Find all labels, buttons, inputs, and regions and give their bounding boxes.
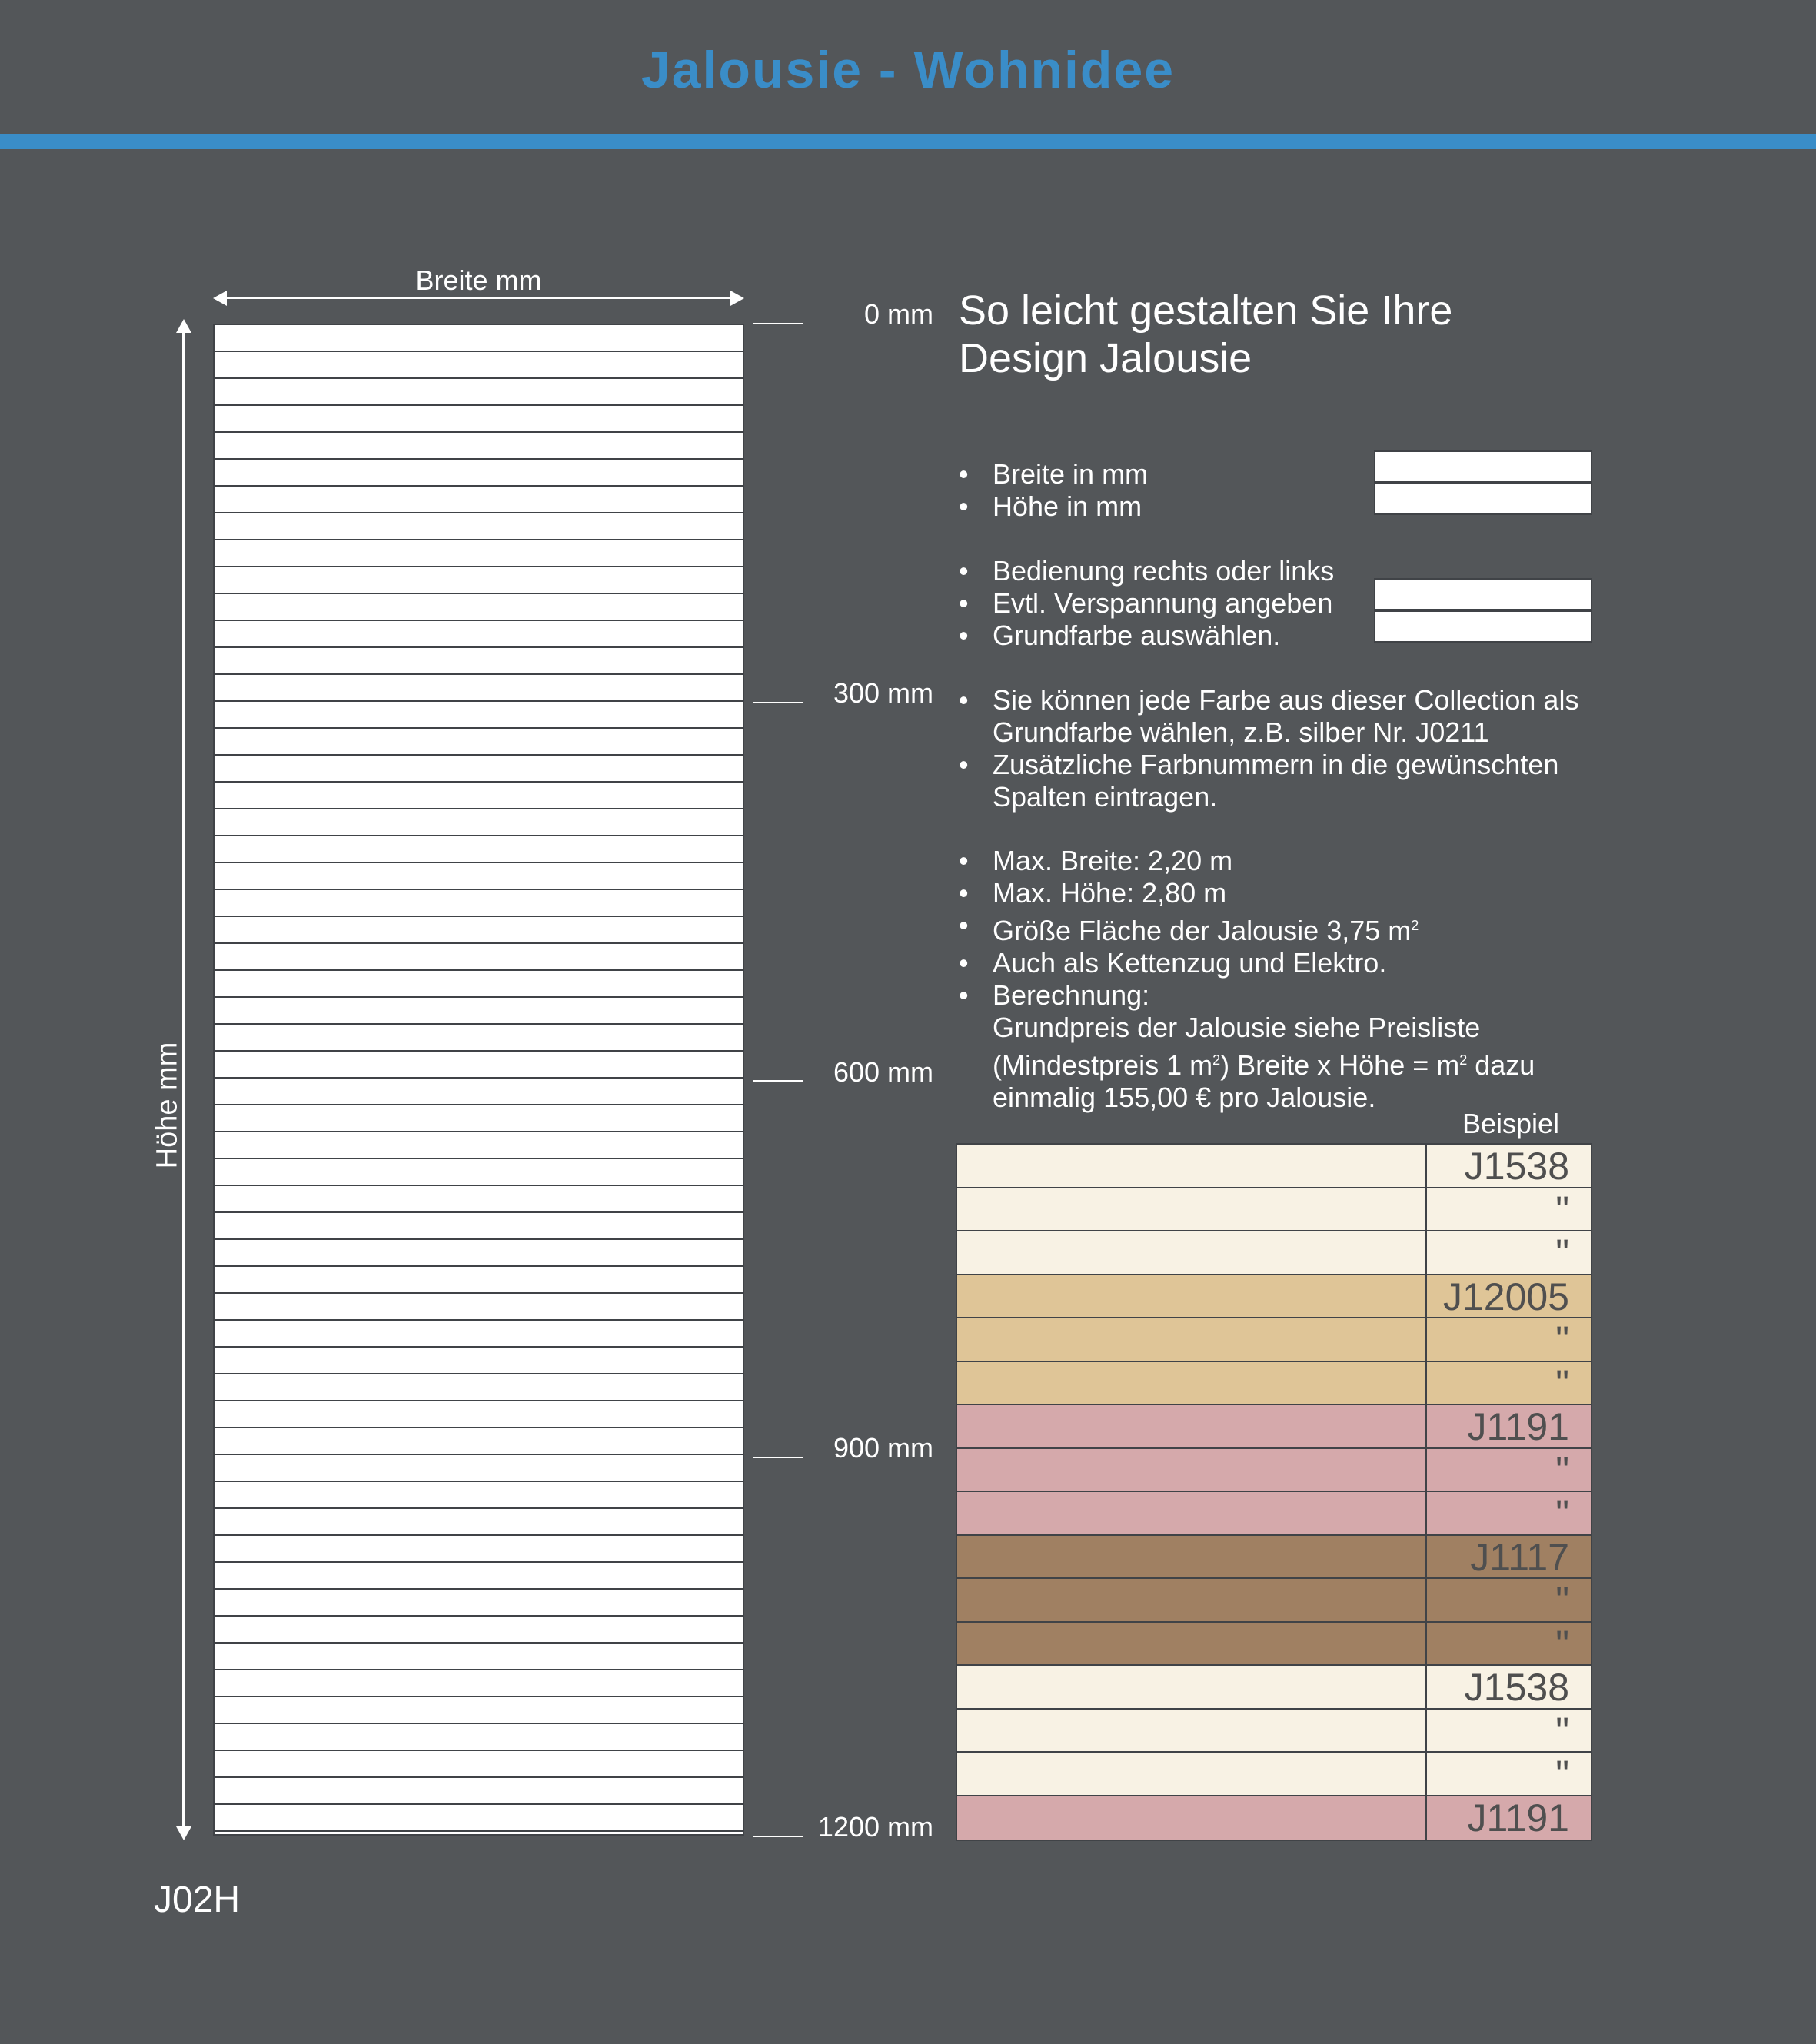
table-row xyxy=(957,1318,1591,1362)
tick-label-900: 900 mm xyxy=(833,1432,933,1464)
title-divider xyxy=(0,134,1816,149)
specs-list xyxy=(959,845,1635,1114)
color-code-cell[interactable]: " xyxy=(1555,1318,1569,1361)
height-input-field[interactable] xyxy=(1374,483,1592,515)
color-code-cell[interactable]: J1191 xyxy=(1467,1405,1569,1447)
list-item: • Zusätzliche Farbnummern in die gewünschten Spalten eintragen. xyxy=(959,749,1635,813)
color-cell[interactable] xyxy=(957,1231,1427,1274)
color-cell[interactable] xyxy=(957,1710,1427,1752)
example-label: Beispiel xyxy=(1462,1108,1560,1139)
color-cell[interactable] xyxy=(957,1275,1427,1318)
table-row xyxy=(957,1275,1591,1319)
table-row xyxy=(957,1145,1591,1188)
width-label: Breite mm xyxy=(415,264,542,296)
table-row xyxy=(957,1536,1591,1580)
color-cell[interactable] xyxy=(957,1666,1427,1708)
table-row xyxy=(957,1492,1591,1536)
tick-label-1200: 1200 mm xyxy=(817,1811,933,1843)
color-code-cell[interactable]: " xyxy=(1555,1709,1569,1751)
color-code-cell[interactable]: " xyxy=(1555,1622,1569,1664)
tension-input-field[interactable] xyxy=(1374,578,1592,610)
width-arrow xyxy=(213,284,744,307)
color-code-cell[interactable]: " xyxy=(1555,1579,1569,1621)
table-row xyxy=(957,1623,1591,1667)
color-code-cell[interactable]: " xyxy=(1555,1361,1569,1404)
table-row xyxy=(957,1753,1591,1796)
height-label: Höhe mm xyxy=(151,1042,184,1169)
list-item: • Evtl. Verspannung angeben xyxy=(959,587,1635,620)
color-cell[interactable] xyxy=(957,1753,1427,1795)
list-item: • Bedienung rechts oder links xyxy=(959,555,1635,587)
color-cell[interactable] xyxy=(957,1796,1427,1840)
table-row xyxy=(957,1796,1591,1840)
color-code-cell[interactable]: " xyxy=(1555,1231,1569,1274)
table-row xyxy=(957,1710,1591,1753)
list-item: • Höhe in mm xyxy=(959,490,1635,523)
example-color-table xyxy=(956,1143,1592,1841)
tick-label-300: 300 mm xyxy=(833,677,933,709)
table-row xyxy=(957,1362,1591,1406)
width-input-field[interactable] xyxy=(1374,450,1592,483)
color-code-cell[interactable]: J1117 xyxy=(1470,1535,1569,1577)
color-cell[interactable] xyxy=(957,1623,1427,1665)
product-code: J02H xyxy=(154,1879,241,1920)
color-cell[interactable] xyxy=(957,1318,1427,1361)
info-heading: So leicht gestalten Sie Ihre Design Jalousie xyxy=(959,287,1453,381)
basecolor-input-field[interactable] xyxy=(1374,610,1592,643)
list-item: • Max. Breite: 2,20 m xyxy=(959,845,1635,877)
tick-label-0: 0 mm xyxy=(864,298,933,330)
table-row xyxy=(957,1449,1591,1493)
table-row xyxy=(957,1579,1591,1623)
list-item: • Berechnung: Grundpreis der Jalousie siehe Preisliste (Mindestpreis 1 $m^2$) Breite x Höhe = $m^2$ dazu einmalig 155,00 € pro Jalousie. xyxy=(959,979,1635,1114)
table-row xyxy=(957,1666,1591,1710)
color-cell[interactable] xyxy=(957,1145,1427,1187)
color-cell[interactable] xyxy=(957,1492,1427,1534)
blind-slats xyxy=(213,324,744,1836)
color-code-cell[interactable]: " xyxy=(1555,1448,1569,1491)
list-item: • Breite in mm xyxy=(959,458,1635,490)
list-item: • Max. Höhe: 2,80 m xyxy=(959,877,1635,909)
color-cell[interactable] xyxy=(957,1405,1427,1447)
color-cell[interactable] xyxy=(957,1362,1427,1404)
table-row xyxy=(957,1405,1591,1449)
list-item: • Grundfarbe auswählen. xyxy=(959,620,1635,652)
table-row xyxy=(957,1231,1591,1275)
list-item: • Auch als Kettenzug und Elektro. xyxy=(959,947,1635,979)
color-code-cell[interactable]: J1538 xyxy=(1464,1145,1569,1187)
table-row xyxy=(957,1188,1591,1232)
color-code-cell[interactable]: " xyxy=(1555,1188,1569,1230)
color-code-cell[interactable]: J1538 xyxy=(1464,1666,1569,1708)
color-cell[interactable] xyxy=(957,1188,1427,1231)
color-cell[interactable] xyxy=(957,1536,1427,1578)
color-cell[interactable] xyxy=(957,1579,1427,1621)
color-code-cell[interactable]: J1191 xyxy=(1467,1796,1569,1840)
tick-label-600: 600 mm xyxy=(833,1056,933,1088)
color-cell[interactable] xyxy=(957,1449,1427,1491)
arrow-down-icon xyxy=(176,1826,191,1840)
color-code-cell[interactable]: " xyxy=(1555,1492,1569,1534)
color-code-cell[interactable]: J12005 xyxy=(1442,1275,1569,1317)
arrow-right-icon xyxy=(730,291,744,306)
list-item: • Sie können jede Farbe aus dieser Collection als Grundfarbe wählen, z.B. silber Nr. J0211 xyxy=(959,684,1635,749)
color-code-cell[interactable]: " xyxy=(1555,1753,1569,1795)
list-item: • Größe Fläche der Jalousie 3,75 $m^2$ xyxy=(959,909,1635,947)
color-notes-list xyxy=(959,684,1635,813)
page-title: Jalousie - Wohnidee xyxy=(640,41,1176,99)
